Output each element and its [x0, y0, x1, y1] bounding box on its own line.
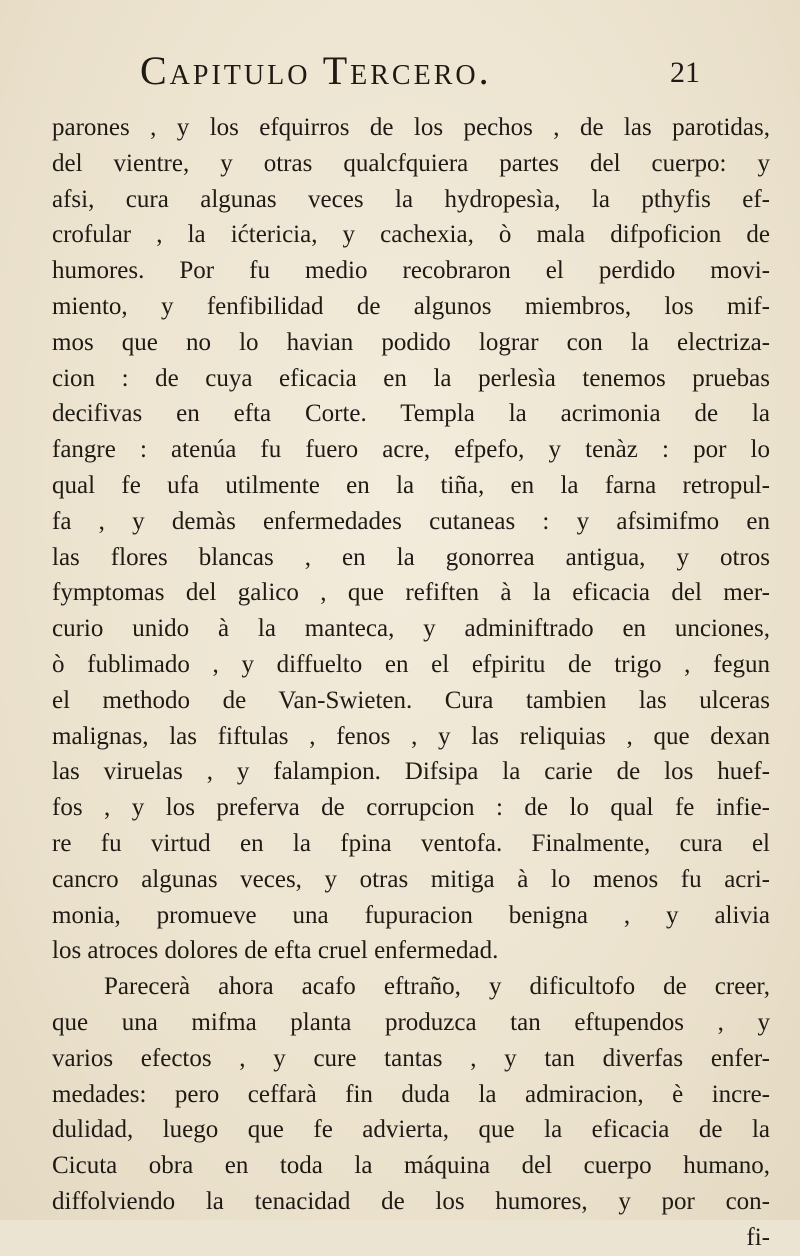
text-line: decifivas en efta Corte. Templa la acrimonia de la — [52, 400, 770, 428]
text-line: mos que no lo havian podido lograr con la electriza- — [52, 328, 770, 356]
text-line: humores. Por fu medio recobraron el perdido movi- — [52, 257, 770, 285]
text-line: malignas, las fiftulas , fenos , y las reliquias , que dexan — [52, 722, 770, 750]
text-line: dulidad, luego que fe advierta, que la eficacia de la — [52, 1116, 770, 1144]
text-line: diffolviendo la tenacidad de los humores, y por con- — [52, 1187, 770, 1215]
catchword: fi- — [746, 1223, 770, 1251]
text-line: curio unido à la manteca, y adminiftrado en unciones, — [52, 615, 770, 643]
text-line: del vientre, y otras qualcfquiera partes del cuerpo: y — [52, 149, 770, 177]
running-head — [140, 46, 700, 96]
text-line: fos , y los preferva de corrupcion : de lo qual fe infie- — [52, 794, 770, 822]
text-line: varios efectos , y cure tantas , y tan diverfas enfer- — [52, 1044, 770, 1072]
text-line: las viruelas , y falampion. Difsipa la carie de los huef- — [52, 758, 770, 786]
chapter-title: Capitulo Tercero. — [140, 48, 492, 93]
page-number: 21 — [670, 56, 700, 89]
text-line: ò fublimado , y diffuelto en el efpiritu de trigo , fegun — [52, 650, 770, 678]
body-text — [52, 110, 770, 1256]
text-line: monia, promueve una fupuracion benigna , y alivia — [52, 901, 770, 929]
text-line: medades: pero ceffarà fin duda la admiracion, è incre- — [52, 1080, 770, 1108]
text-line: crofular , la ićtericia, y cachexia, ò mala difpoficion de — [52, 221, 770, 249]
text-line: las flores blancas , en la gonorrea antigua, y otros — [52, 543, 770, 571]
text-line: qual fe ufa utilmente en la tiña, en la farna retropul- — [52, 471, 770, 499]
text-line: el methodo de Van-Swieten. Cura tambien las ulceras — [52, 686, 770, 714]
paragraph-start-line: Parecerà ahora acafo eftraño, y dificultofo de creer, — [104, 973, 770, 1001]
paragraph-end-line: los atroces dolores de efta cruel enfermedad. — [52, 937, 499, 965]
text-line: fa , y demàs enfermedades cutaneas : y afsimifmo en — [52, 507, 770, 535]
text-line: parones , y los efquirros de los pechos , de las parotidas, — [52, 114, 770, 141]
text-line: cion : de cuya eficacia en la perlesìa tenemos pruebas — [52, 364, 770, 392]
text-line: cancro algunas veces, y otras mitiga à lo menos fu acri- — [52, 865, 770, 893]
text-line: afsi, cura algunas veces la hydropesìa, la pthyfis ef- — [52, 185, 770, 213]
text-line: miento, y fenfibilidad de algunos miembros, los mif- — [52, 292, 770, 320]
text-line: que una mifma planta produzca tan eftupendos , y — [52, 1008, 770, 1036]
text-line: fymptomas del galico , que refiften à la eficacia del mer- — [52, 579, 770, 607]
text-line: Cicuta obra en toda la máquina del cuerpo humano, — [52, 1152, 770, 1180]
text-line: re fu virtud en la fpina ventofa. Finalmente, cura el — [52, 829, 770, 857]
text-line: fangre : atenúa fu fuero acre, efpefo, y tenàz : por lo — [52, 436, 770, 464]
